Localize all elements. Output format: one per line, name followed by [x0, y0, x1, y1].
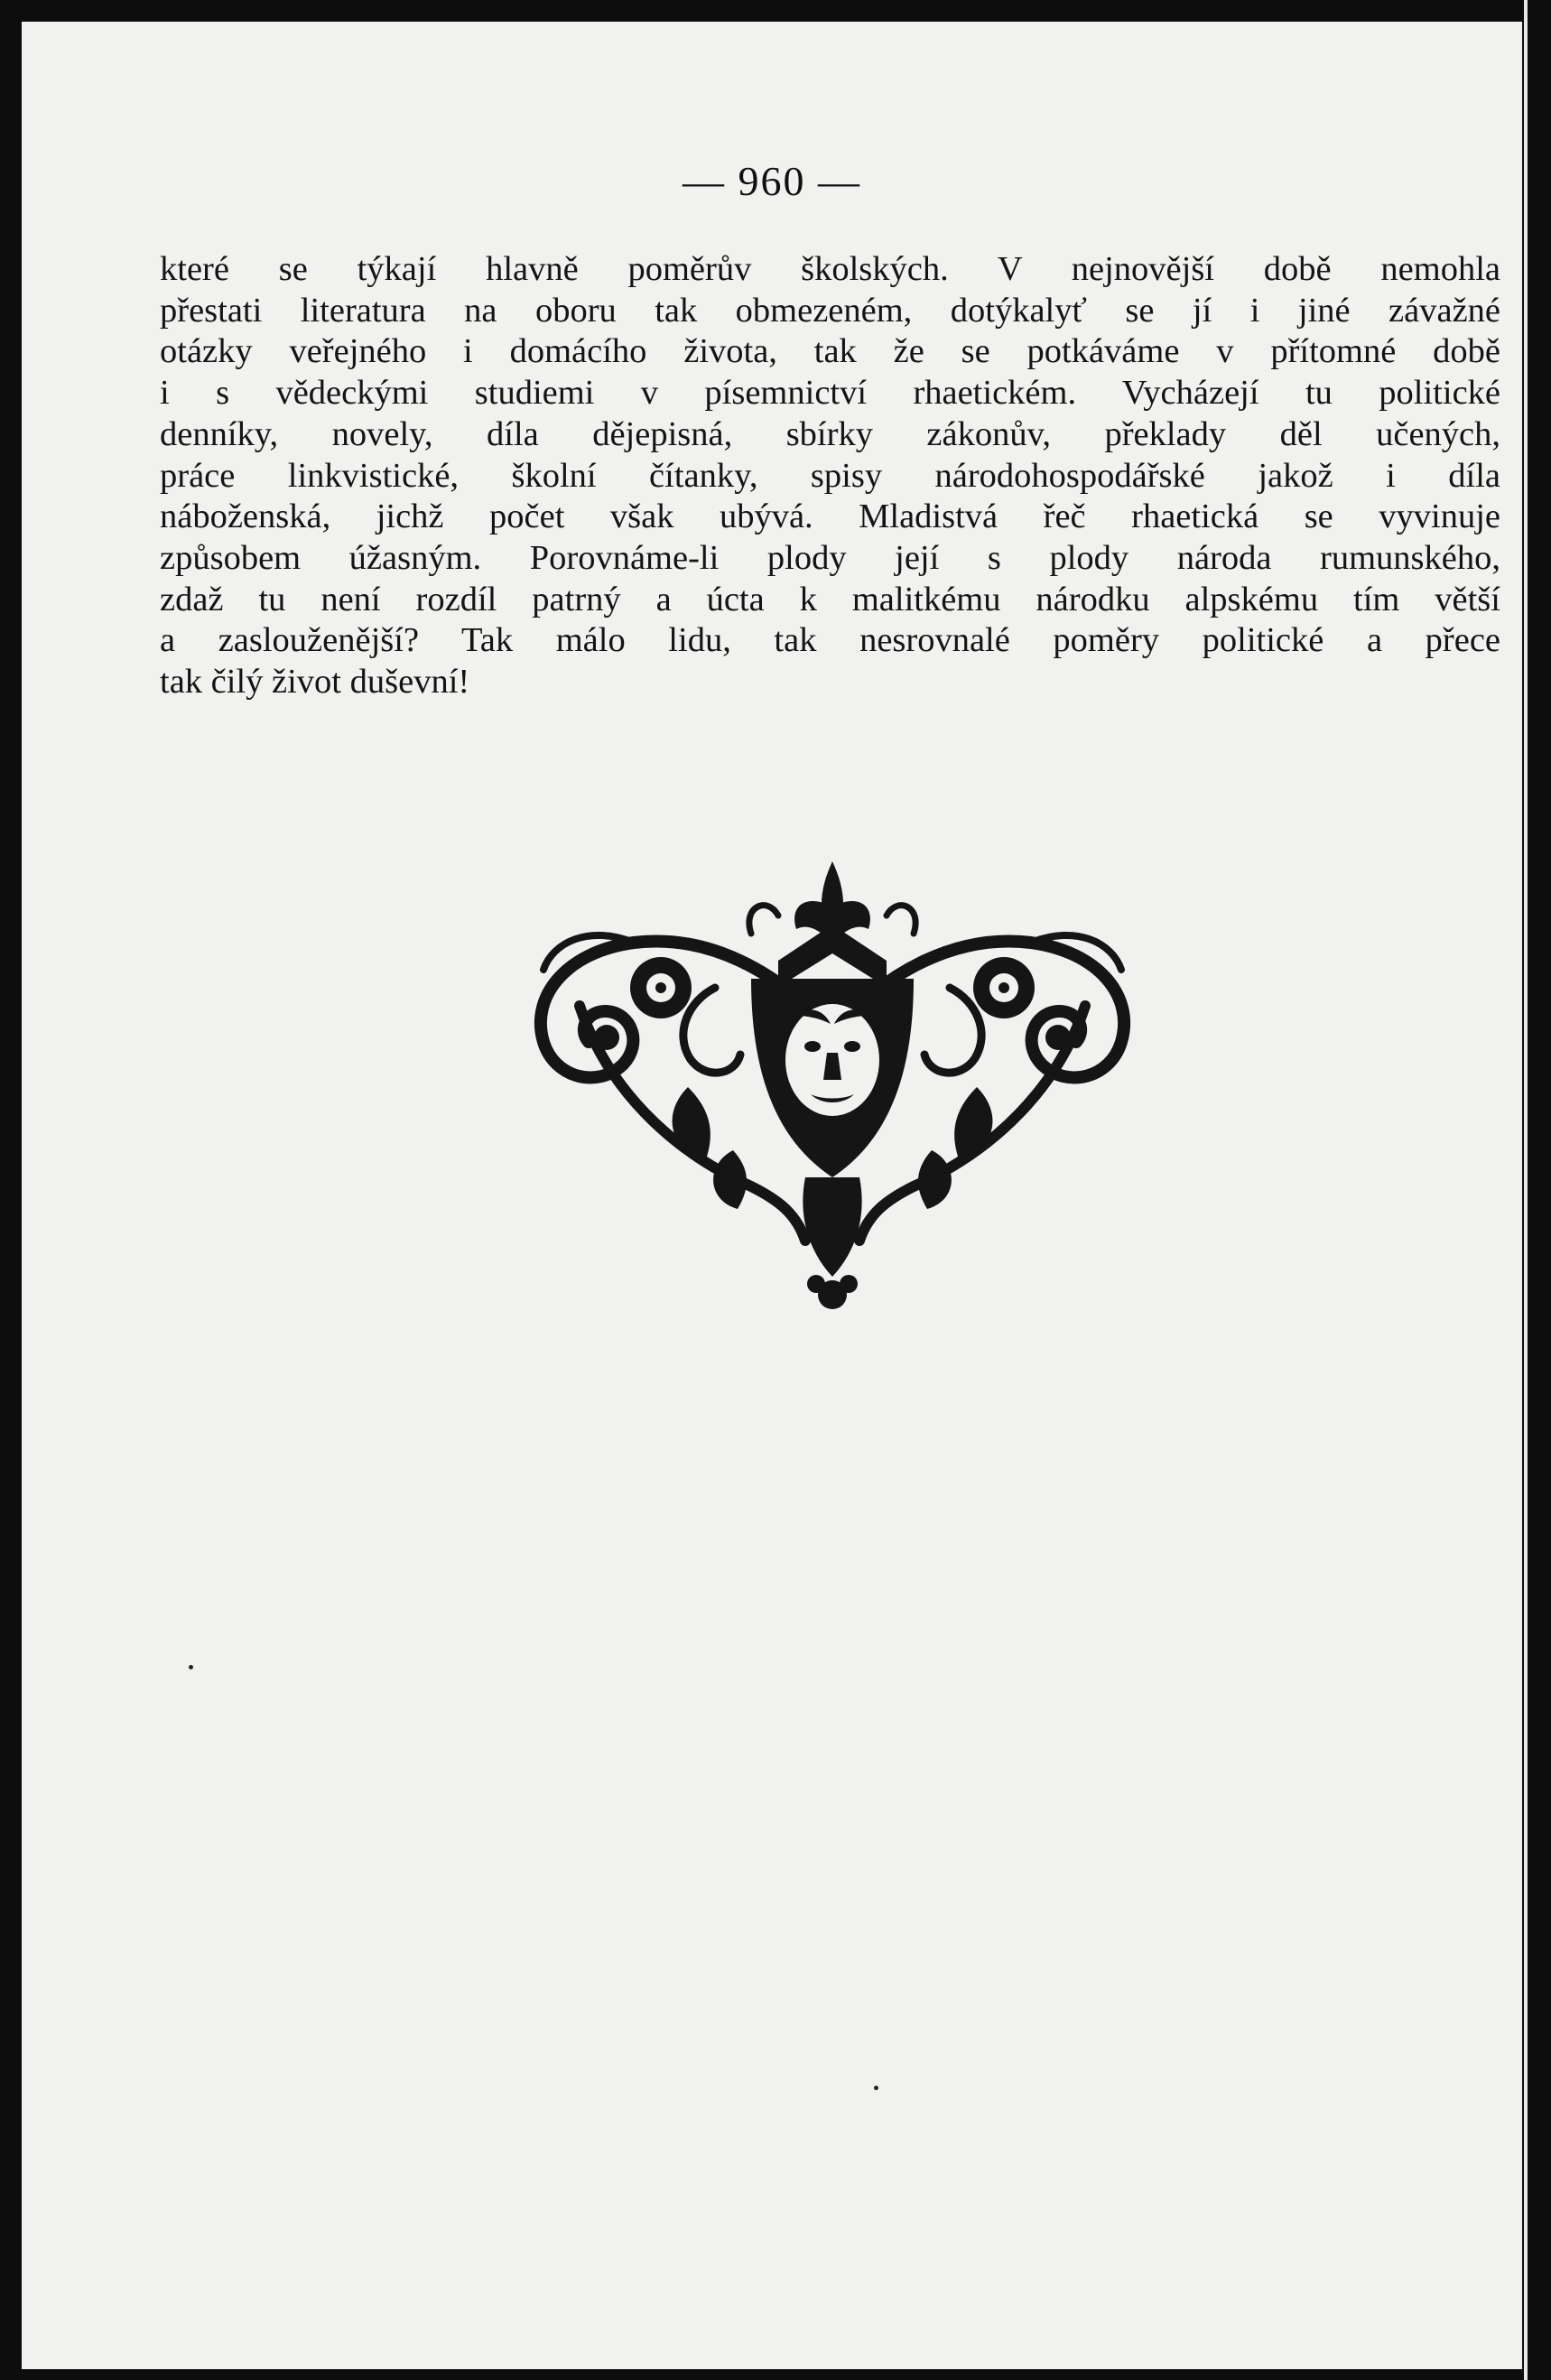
- text-line: denníky, novely, díla dějepisná, sbírky zákonův, překlady děl učených,: [160, 414, 1500, 453]
- ornamental-vignette-icon: [480, 852, 1184, 1322]
- text-line: a zaslouženější? Tak málo lidu, tak nesrovnalé poměry politické a přece: [160, 621, 1500, 660]
- text-line: náboženská, jichž počet však ubývá. Mladistvá řeč rhaetická se vyvinuje: [160, 497, 1500, 536]
- book-page: [22, 22, 1522, 2369]
- body-text: [160, 249, 1500, 703]
- paper-speck: [189, 1665, 193, 1669]
- text-line: práce linkvistické, školní čítanky, spisy národohospodářské jakož i díla: [160, 456, 1500, 495]
- text-line: přestati literatura na oboru tak obmezeném, dotýkalyť se jí i jiné závažné: [160, 291, 1500, 330]
- text-line: tak čilý život duševní!: [160, 663, 470, 702]
- page-number: — 960 —: [683, 158, 861, 204]
- text-line: i s vědeckými studiemi v písemnictví rhaetickém. Vycházejí tu politické: [160, 374, 1500, 413]
- text-line: otázky veřejného i domácího života, tak že se potkáváme v přítomné době: [160, 332, 1500, 371]
- text-line: zdaž tu není rozdíl patrný a úcta k malitkému národku alpskému tím větší: [160, 580, 1500, 618]
- text-line: způsobem úžasným. Porovnáme-li plody její s plody národa rumunského,: [160, 538, 1500, 577]
- text-line: které se týkají hlavně poměrův školských. V nejnovější době nemohla: [160, 250, 1500, 288]
- paper-speck: [874, 2086, 878, 2090]
- page-edge: [1524, 0, 1528, 2380]
